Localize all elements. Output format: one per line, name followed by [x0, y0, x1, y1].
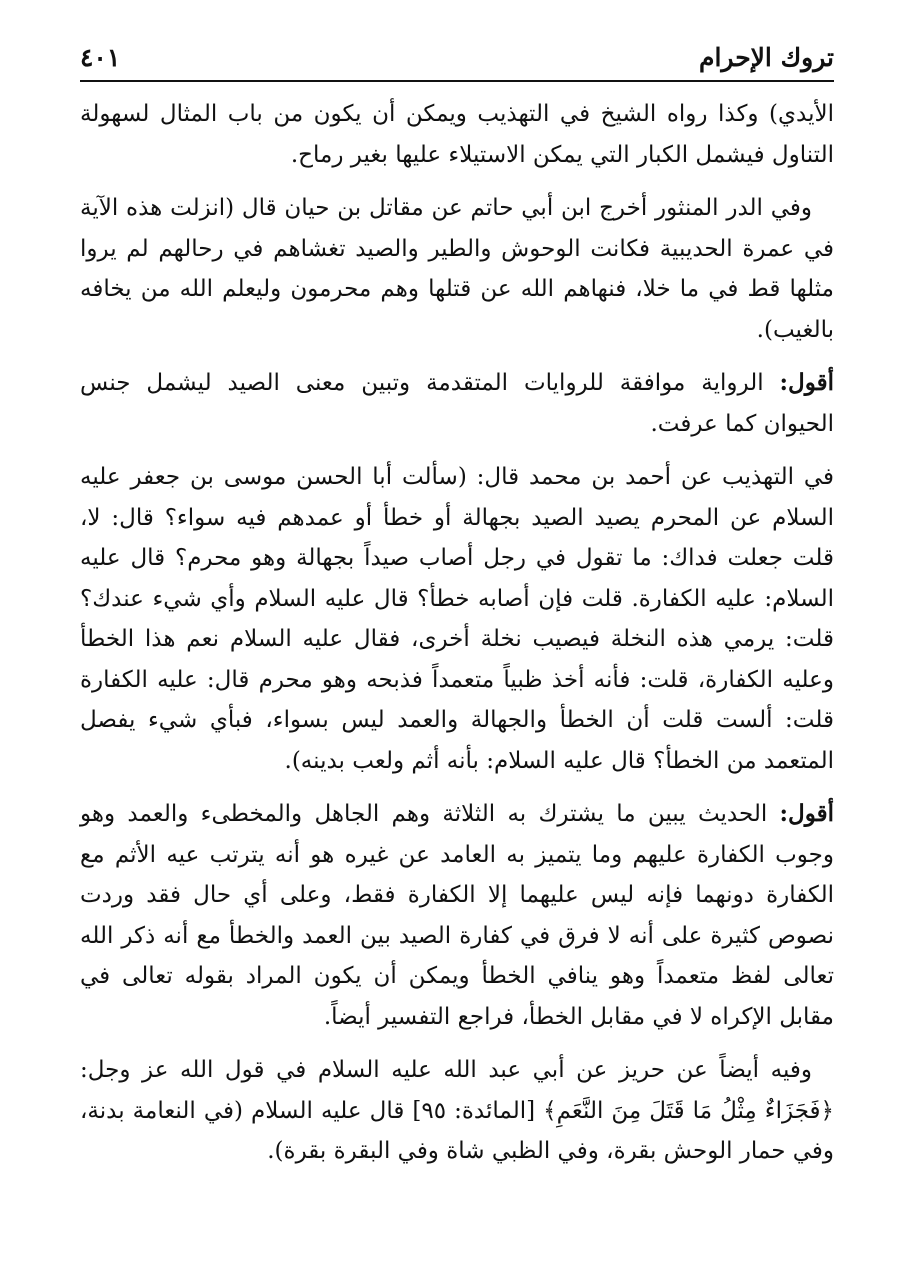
paragraph — [80, 457, 834, 781]
page-header — [80, 28, 834, 72]
paragraph-text: وفي الدر المنثور أخرج ابن أبي حاتم عن مقاتل بن حيان قال (انزلت هذه الآية في عمرة الحديبية فكانت الوحوش والطير والصيد تغشاهم في رحالهم لم يروا مثلها قط في ما خلا، فنهاهم الله عن قتلها وهم محرمون وليعلم الله من يخافه بالغيب). — [80, 195, 834, 343]
header-divider — [80, 80, 834, 82]
paragraph-lead: أقول: — [779, 800, 834, 827]
paragraph-lead: أقول: — [779, 369, 834, 396]
running-title: تروك الإحرام — [698, 43, 834, 72]
paragraph-text: في التهذيب عن أحمد بن محمد قال: (سألت أبا الحسن موسى بن جعفر عليه السلام عن المحرم يصيد الصيد بجهالة أو خطأ أو عمدهم فيه سواء؟ قال: لا، قلت جعلت فداك: ما تقول في رجل أصاب صيداً بجهالة وهو محرم؟ قال عليه السلام: عليه الكفارة. قلت فإن أصابه خطأ؟ قال عليه السلام وأي شيء عندك؟ قلت: يرمي هذه النخلة فيصيب نخلة أخرى، فقال عليه السلام نعم هذا الخطأ وعليه الكفارة، قلت: فأنه أخذ ظبياً متعمداً فذبحه وهو محرم قال: عليه الكفارة قلت: ألست قلت أن الخطأ والجهالة والعمد ليس بسواء، فبأي شيء يفصل المتعمد من الخطأ؟ قال عليه السلام: بأنه أثم ولعب بدينه). — [80, 464, 834, 774]
paragraph — [80, 794, 834, 1037]
page-number: ٤٠١ — [80, 43, 121, 72]
paragraph — [80, 1050, 834, 1172]
paragraph-text: الحديث يبين ما يشترك به الثلاثة وهم الجاهل والمخطىء والعمد وهو وجوب الكفارة عليهم وما يتميز به العامد عن غيره هو أنه يترتب عيه الأثم مع الكفارة دونهما فإنه ليس عليهما إلا الكفارة فقط، وعلى أي حال فقد وردت نصوص كثيرة على أنه لا فرق في كفارة الصيد بين العمد والخطأ مع أنه ذكر الله تعالى لفظ متعمداً وهو ينافي الخطأ ويمكن أن يكون المراد بقوله تعالى في مقابل الإكراه لا في مقابل الخطأ، فراجع التفسير أيضاً. — [80, 801, 834, 1030]
paragraph — [80, 94, 834, 175]
page-body — [80, 94, 834, 1185]
paragraph-text: وفيه أيضاً عن حريز عن أبي عبد الله عليه السلام في قول الله عز وجل: ﴿فَجَزَاءٌ مِثْلُ مَا قَتَلَ مِنَ النَّعَمِ﴾ [المائدة: ٩٥] قال عليه السلام (في النعامة بدنة، وفي حمار الوحش بقرة، وفي الظبي شاة وفي البقرة بقرة). — [80, 1057, 835, 1164]
paragraph — [80, 188, 834, 350]
paragraph — [80, 363, 834, 444]
paragraph-text: الرواية موافقة للروايات المتقدمة وتبين معنى الصيد ليشمل جنس الحيوان كما عرفت. — [80, 370, 834, 437]
paragraph-text: الأيدي) وكذا رواه الشيخ في التهذيب ويمكن أن يكون من باب المثال لسهولة التناول فيشمل الكبار التي يمكن الاستيلاء عليها بغير رماح. — [80, 101, 834, 168]
